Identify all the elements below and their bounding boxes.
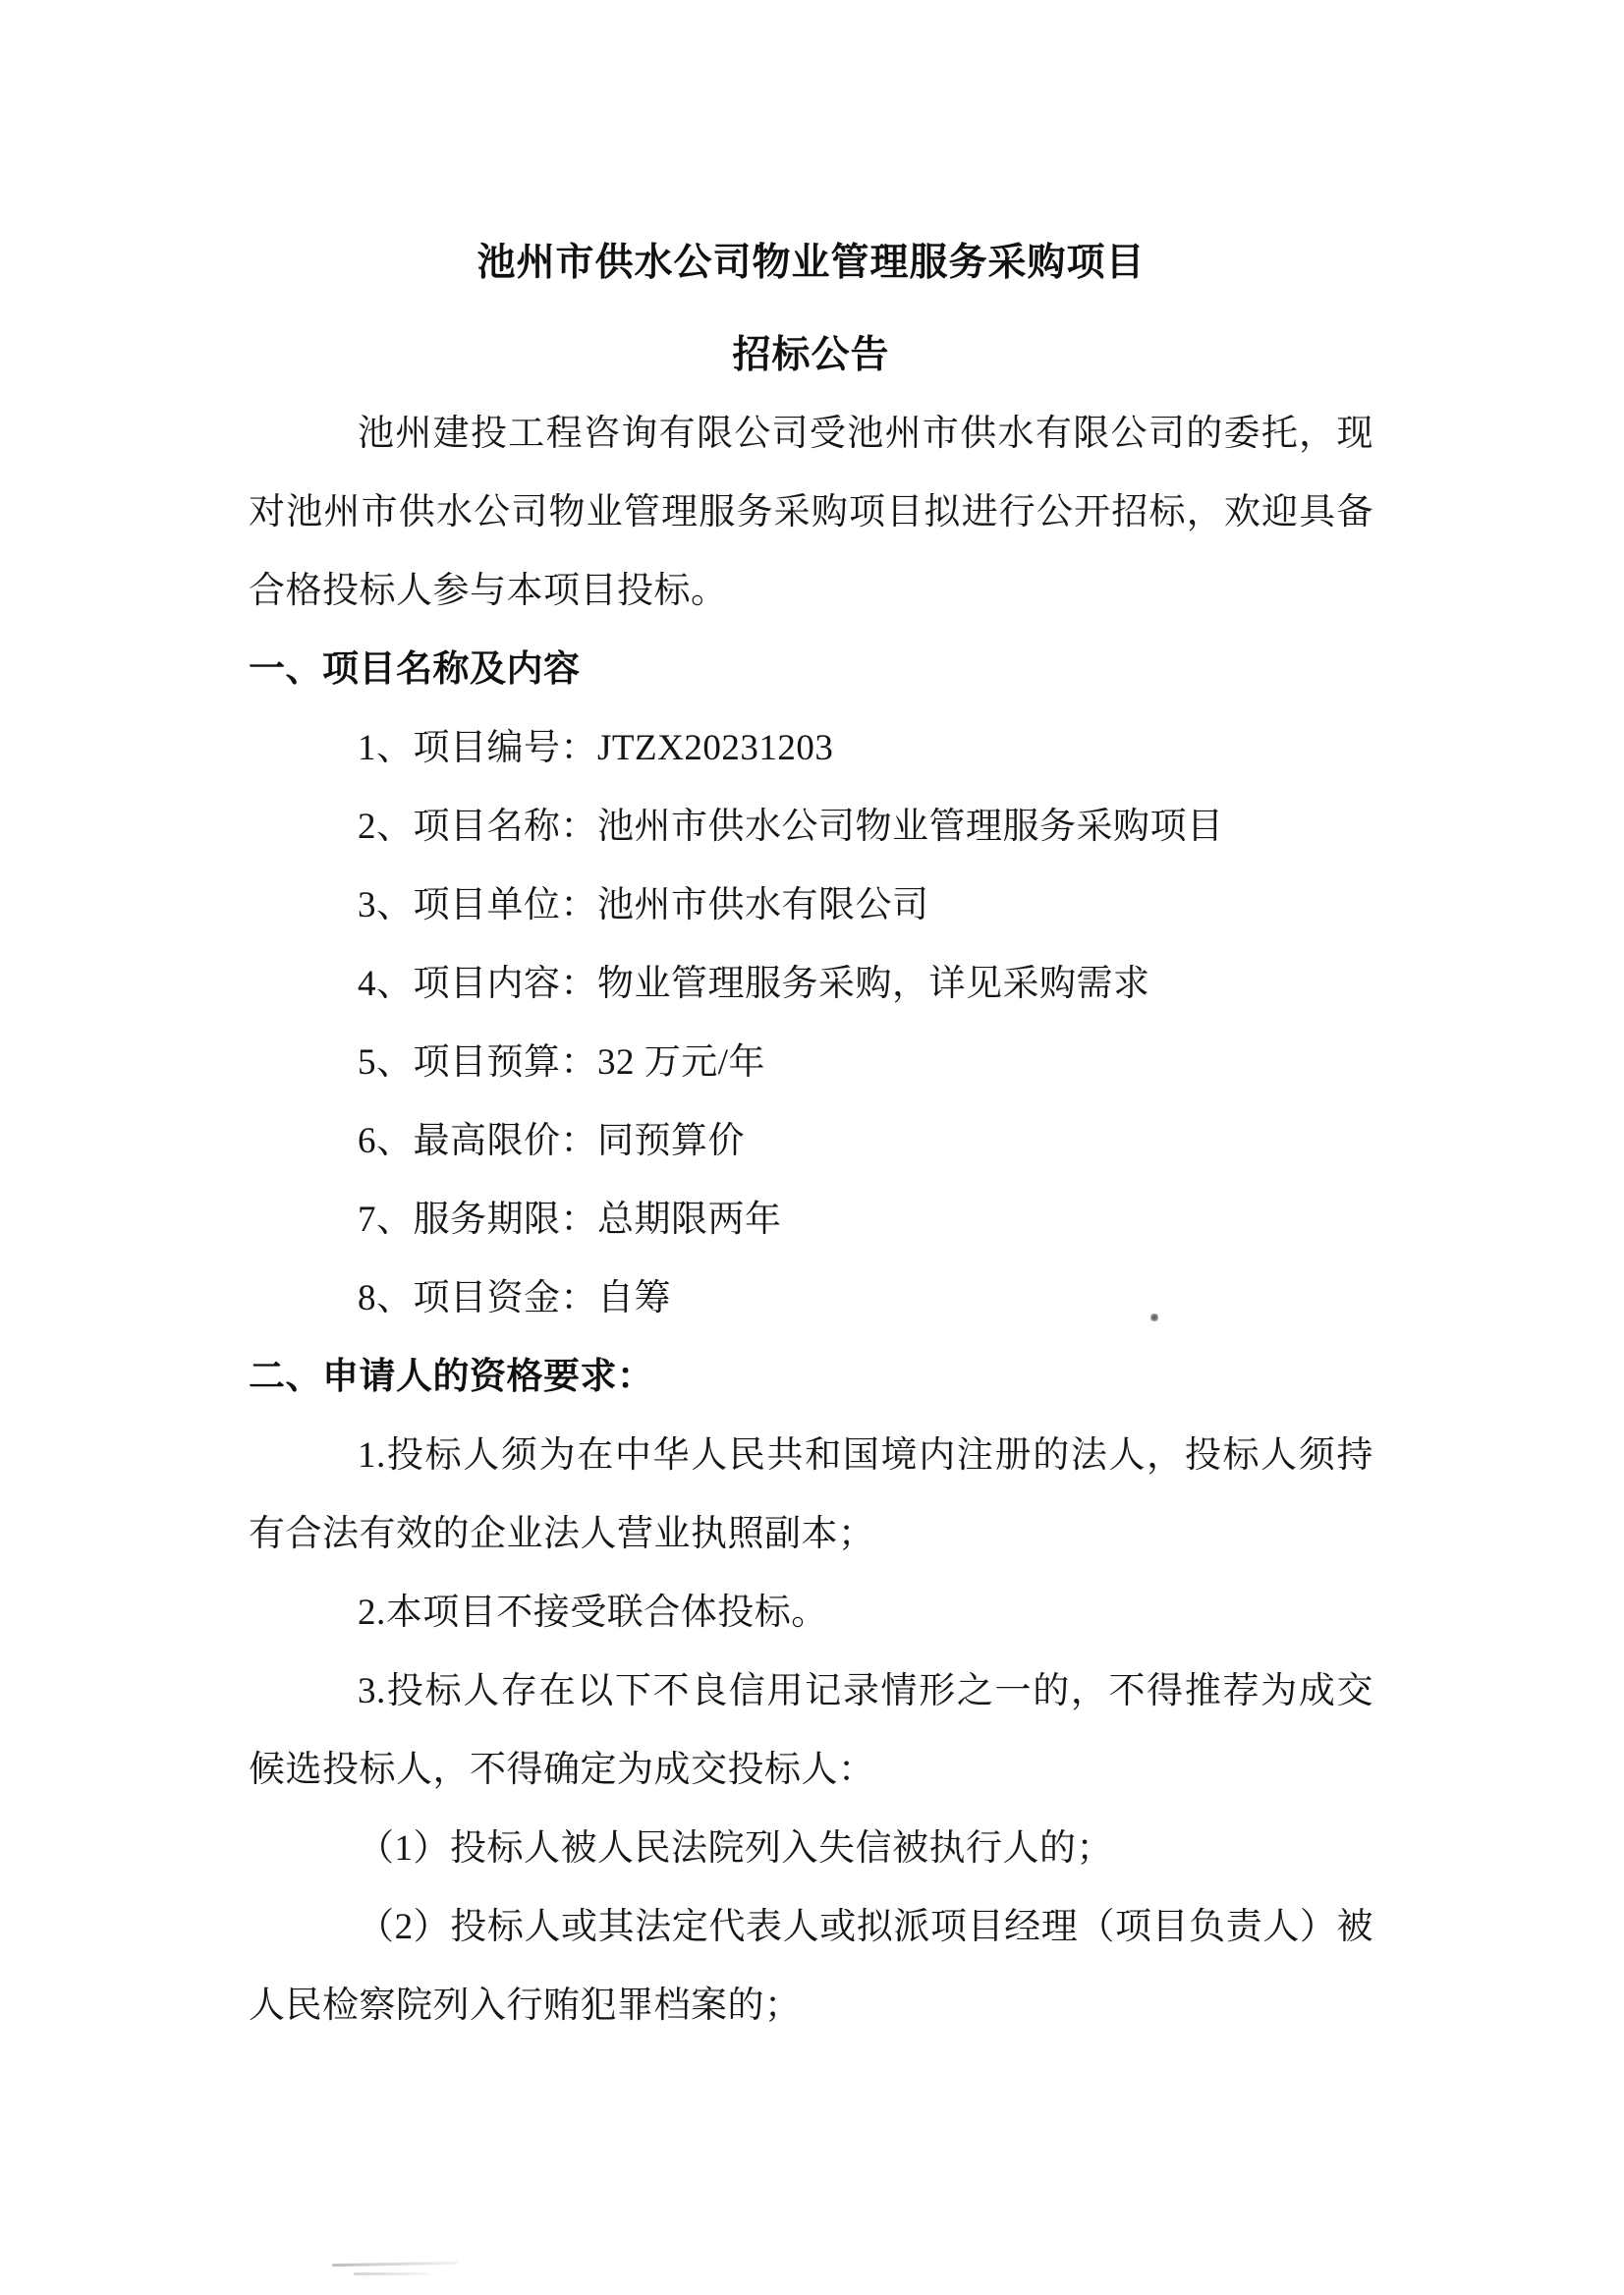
section-1-item-3: 3、项目单位：池州市供水有限公司 [358, 885, 929, 925]
section-1-heading: 一、项目名称及内容 [249, 649, 581, 690]
section-1-item-6: 6、最高限价：同预算价 [358, 1121, 745, 1161]
section-1-item-1: 1、项目编号：JTZX20231203 [358, 728, 834, 768]
section-1-item-4: 4、项目内容：物业管理服务采购，详见采购需求 [358, 964, 1150, 1004]
scan-smudge-artifact [332, 2262, 458, 2267]
intro-paragraph: 池州建投工程咨询有限公司受池州市供水有限公司的委托，现对池州市供水公司物业管理服务采购项目拟进行公开招标，欢迎具备合格投标人参与本项目投标。 [249, 414, 1373, 611]
section-2-heading: 二、申请人的资格要求： [249, 1357, 654, 1397]
section-1-item-8: 8、项目资金：自筹 [358, 1278, 671, 1318]
document-content [249, 224, 1373, 2045]
section-2-item-5: （2）投标人或其法定代表人或拟派项目经理（项目负责人）被人民检察院列入行贿犯罪档案的； [249, 1907, 1373, 2026]
section-1-item-5: 5、项目预算：32 万元/年 [358, 1042, 766, 1083]
scan-speck-artifact [1150, 1314, 1158, 1321]
section-1-item-7: 7、服务期限：总期限两年 [358, 1200, 782, 1240]
section-1-item-2: 2、项目名称：池州市供水公司物业管理服务采购项目 [358, 807, 1224, 847]
section-2-item-4: （1）投标人被人民法院列入失信被执行人的； [358, 1828, 1113, 1869]
section-2-item-2: 2.本项目不接受联合体投标。 [358, 1593, 828, 1633]
section-2-item-3: 3.投标人存在以下不良信用记录情形之一的，不得推荐为成交候选投标人，不得确定为成交投标人： [249, 1671, 1373, 1790]
document-title: 池州市供水公司物业管理服务采购项目 [476, 242, 1146, 284]
section-2-item-1: 1.投标人须为在中华人民共和国境内注册的法人，投标人须持有合法有效的企业法人营业执照副本； [249, 1435, 1373, 1554]
document-subtitle: 招标公告 [732, 334, 890, 376]
scan-smudge-artifact [354, 2272, 430, 2275]
